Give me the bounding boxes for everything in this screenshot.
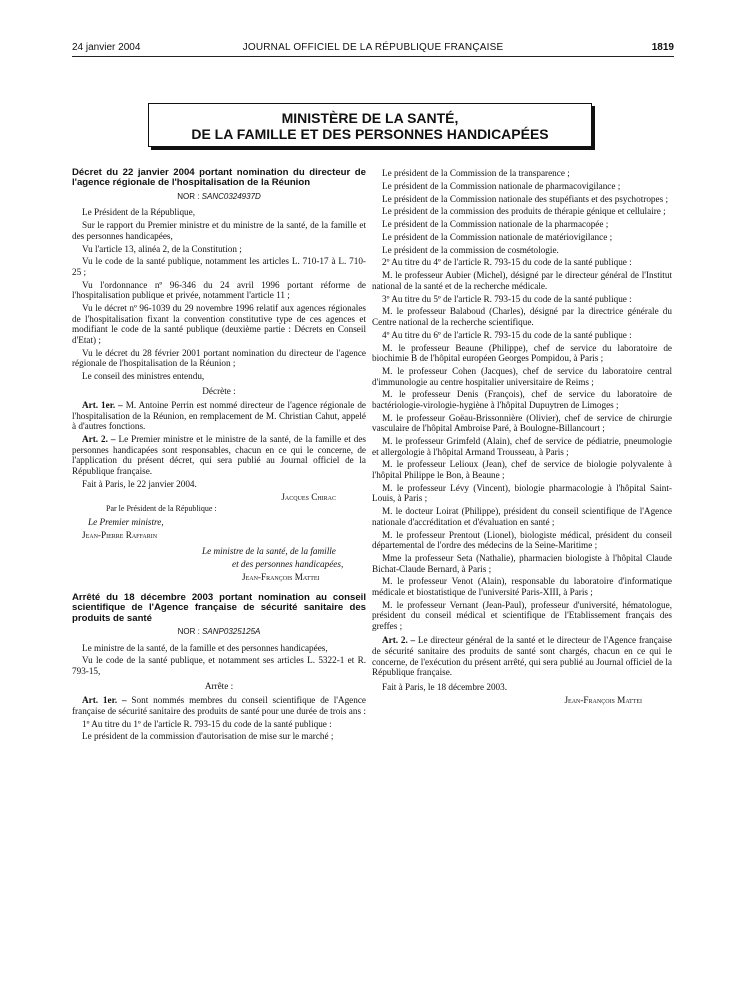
arrete-signer: Jean-François Mattei	[564, 694, 642, 705]
list-item: M. le professeur Denis (François), chef de service du laboratoire de bactériologie-virologie-hygiène à l'hôpital Dupuytren de Limoges ;	[372, 389, 672, 410]
header-date: 24 janvier 2004	[72, 42, 141, 53]
list-item: 3º Au titre du 5º de l'article R. 793-15 du code de la santé publique :	[382, 293, 632, 304]
arrete-article-2	[372, 635, 672, 677]
par-le-president: Par le Président de la République :	[106, 504, 217, 514]
decret-para: Vu le code de la santé publique, notamment les articles L. 710-17 à L. 710-25 ;	[72, 256, 366, 277]
list-item: Le président de la Commission nationale de pharmacovigilance ;	[382, 180, 621, 191]
list-item: M. le docteur Loirat (Philippe), président du conseil scientifique de l'Agence nationale d'accréditation et d'évaluation en santé ;	[372, 506, 672, 527]
article-text: Le directeur général de la santé et le directeur de l'Agence française de sécurité sanitaire des produits de santé sont chargés, chacun en ce qui le concerne, de l'exécution du présent arrêté, qui sera publié au Journal officiel de la République française.	[372, 635, 672, 678]
header-rule	[72, 56, 674, 57]
decret-para: Vu le décret du 28 février 2001 portant nomination du directeur de l'agence régionale de l'hospitalisation de la Réunion ;	[72, 347, 366, 369]
minister-title-2: et des personnes handicapées,	[232, 559, 344, 570]
list-item: M. le professeur Balaboud (Charles), désigné par la directrice générale du Centre national de la recherche scientifique.	[372, 306, 672, 327]
article-label: Art. 1er. –	[82, 695, 127, 706]
decret-para: Vu le décret nº 96-1039 du 29 novembre 1996 relatif aux agences régionales de l'hospitalisation fixant la convention constitutive type de ces agences et modifiant le code de la santé publique (deuxième partie : Décrets en Conseil d'Etat) ;	[72, 303, 366, 345]
list-item: M. le professeur Venot (Alain), responsable du laboratoire d'informatique médicale et biostatistique de l'université Paris-XIII, à Paris ;	[372, 576, 672, 597]
arrete-para: Le ministre de la santé, de la famille et des personnes handicapées,	[82, 642, 328, 653]
nor-label: NOR :	[177, 191, 202, 201]
arrete-label: Arrête :	[204, 680, 234, 691]
arrete-para: Vu le code de la santé publique, et notamment ses articles L. 5322-1 et R. 793-15,	[72, 655, 366, 676]
decret-para: Le Président de la République,	[82, 207, 196, 218]
list-item: M. le professeur Goëau-Brissonnière (Olivier), chef de service de chirurgie vasculaire de l'hôpital Ambroise Paré, à Boulogne-Billancourt ;	[372, 412, 672, 434]
article-text: Le Premier ministre et le ministre de la santé, de la famille et des personnes handicapées sont responsables, chacun en ce qui le concerne, de l'application du présent décret, qui sera publié au Journal officiel de la République française.	[72, 434, 366, 476]
ministry-line-1: MINISTÈRE DE LA SANTÉ,	[281, 110, 459, 126]
pm-name: Jean-Pierre Raffarin	[82, 529, 158, 540]
decret-signer: Jacques Chirac	[281, 491, 336, 502]
list-item: M. le professeur Beaune (Philippe), chef de service du laboratoire de biochimie B de l'hôpital européen Georges Pompidou, à Paris ;	[372, 342, 672, 364]
article-label: Art. 2. –	[382, 635, 416, 646]
article-label: Art. 2. –	[82, 434, 116, 445]
list-item: Le président de la Commission de la transparence ;	[382, 168, 570, 178]
decret-nor	[72, 192, 366, 203]
decret-para: Vu l'ordonnance nº 96-346 du 24 avril 1996 portant réforme de l'hospitalisation publique et privée, notamment l'article 11 ;	[72, 279, 366, 301]
decret-para: Vu l'article 13, alinéa 2, de la Constitution ;	[82, 243, 242, 254]
list-item: M. le professeur Lévy (Vincent), biologie pharmacologie à l'hôpital Saint-Louis, à Paris ;	[372, 482, 672, 504]
minister-name: Jean-François Mattei	[242, 572, 320, 583]
arrete-title: Arrêté du 18 décembre 2003 portant nomination au conseil scientifique de l'Agence française de sécurité sanitaire des produits de santé	[72, 591, 366, 624]
header-title: JOURNAL OFFICIEL DE LA RÉPUBLIQUE FRANÇAISE	[242, 42, 504, 53]
list-item: M. le professeur Vernant (Jean-Paul), professeur d'université, hématologue, président du conseil médical et scientifique de l'Etablissement français des greffes ;	[372, 599, 672, 631]
decret-para: Sur le rapport du Premier ministre et du ministre de la santé, de la famille et des personnes handicapées,	[72, 220, 366, 241]
list-item: M. le professeur Prentout (Lionel), biologiste médical, président du conseil départemental de l'ordre des médecins de la Seine-Maritime ;	[372, 529, 672, 551]
list-item: M. le professeur Cohen (Jacques), chef de service du laboratoire central d'immunologie au centre hospitalier universitaire de Reims ;	[372, 365, 672, 387]
decret-para: Le conseil des ministres entendu,	[82, 371, 205, 382]
nor-label: NOR :	[177, 627, 203, 637]
arrete-item: Le président de la commission d'autorisation de mise sur le marché ;	[82, 731, 334, 742]
decret-fait: Fait à Paris, le 22 janvier 2004.	[82, 478, 197, 489]
decret-article-1	[72, 400, 366, 432]
list-item: Le président de la Commission nationale des stupéfiants et des psychotropes ;	[382, 193, 669, 204]
list-item: Le président de la Commission nationale de matériovigilance ;	[382, 231, 613, 242]
ministry-heading-box	[148, 103, 592, 147]
arrete-section-1: 1º Au titre du 1º de l'article R. 793-15 du code de la santé publique :	[82, 718, 332, 729]
arrete-nor	[72, 627, 366, 638]
list-item: Le président de la commission de cosmétologie.	[382, 244, 559, 255]
decret-article-2	[72, 434, 366, 476]
pm-title: Le Premier ministre,	[88, 517, 164, 528]
decrete-label: Décrète :	[202, 385, 236, 396]
list-item: Le président de la Commission nationale de la pharmacopée ;	[382, 219, 609, 230]
list-item: Mme la professeur Seta (Nathalie), pharmacien biologiste à l'hôpital Claude Bichat-Claude Bernard, à Paris ;	[372, 552, 672, 574]
list-item: M. le professeur Lelioux (Jean), chef de service de biologie polyvalente à l'hôpital Philippe le Bon, à Beaune ;	[372, 459, 672, 481]
list-item: 2º Au titre du 4º de l'article R. 793-15 du code de la santé publique :	[382, 257, 632, 268]
list-item: Le président de la commission des produits de thérapie génique et cellulaire ;	[382, 206, 666, 217]
article-label: Art. 1er. –	[82, 400, 123, 411]
decret-title: Décret du 22 janvier 2004 portant nomination du directeur de l'agence régionale de l'hospitalisation de la Réunion	[72, 167, 366, 189]
minister-title-1: Le ministre de la santé, de la famille	[202, 546, 336, 557]
nor-code: SANP0325125A	[202, 627, 261, 637]
right-column	[372, 168, 672, 707]
member-list	[372, 168, 672, 631]
article-text: Sont nommés membres du conseil scientifique de l'Agence française de sécurité sanitaire des produits de santé pour une durée de trois ans :	[72, 695, 366, 716]
arrete-fait: Fait à Paris, le 18 décembre 2003.	[382, 681, 508, 692]
nor-code: SANC0324937D	[201, 191, 261, 201]
list-item: 4º Au titre du 6º de l'article R. 793-15 du code de la santé publique :	[382, 329, 632, 340]
list-item: M. le professeur Aubier (Michel), désigné par le directeur général de l'Institut national de la santé et de la recherche médicale.	[372, 270, 672, 291]
list-item: M. le professeur Grimfeld (Alain), chef de service de pédiatrie, pneumologie et allergologie à l'hôpital Armand Trousseau, à Paris ;	[372, 436, 672, 457]
page-number: 1819	[651, 42, 674, 53]
left-column	[72, 168, 366, 744]
ministry-line-2: DE LA FAMILLE ET DES PERSONNES HANDICAPÉES	[191, 126, 549, 142]
article-text: M. Antoine Perrin est nommé directeur de l'agence régionale de l'hospitalisation de la Réunion, en remplacement de M. Christian Cahut, appelé à d'autres fonctions.	[72, 400, 366, 432]
arrete-article-1	[72, 695, 366, 716]
